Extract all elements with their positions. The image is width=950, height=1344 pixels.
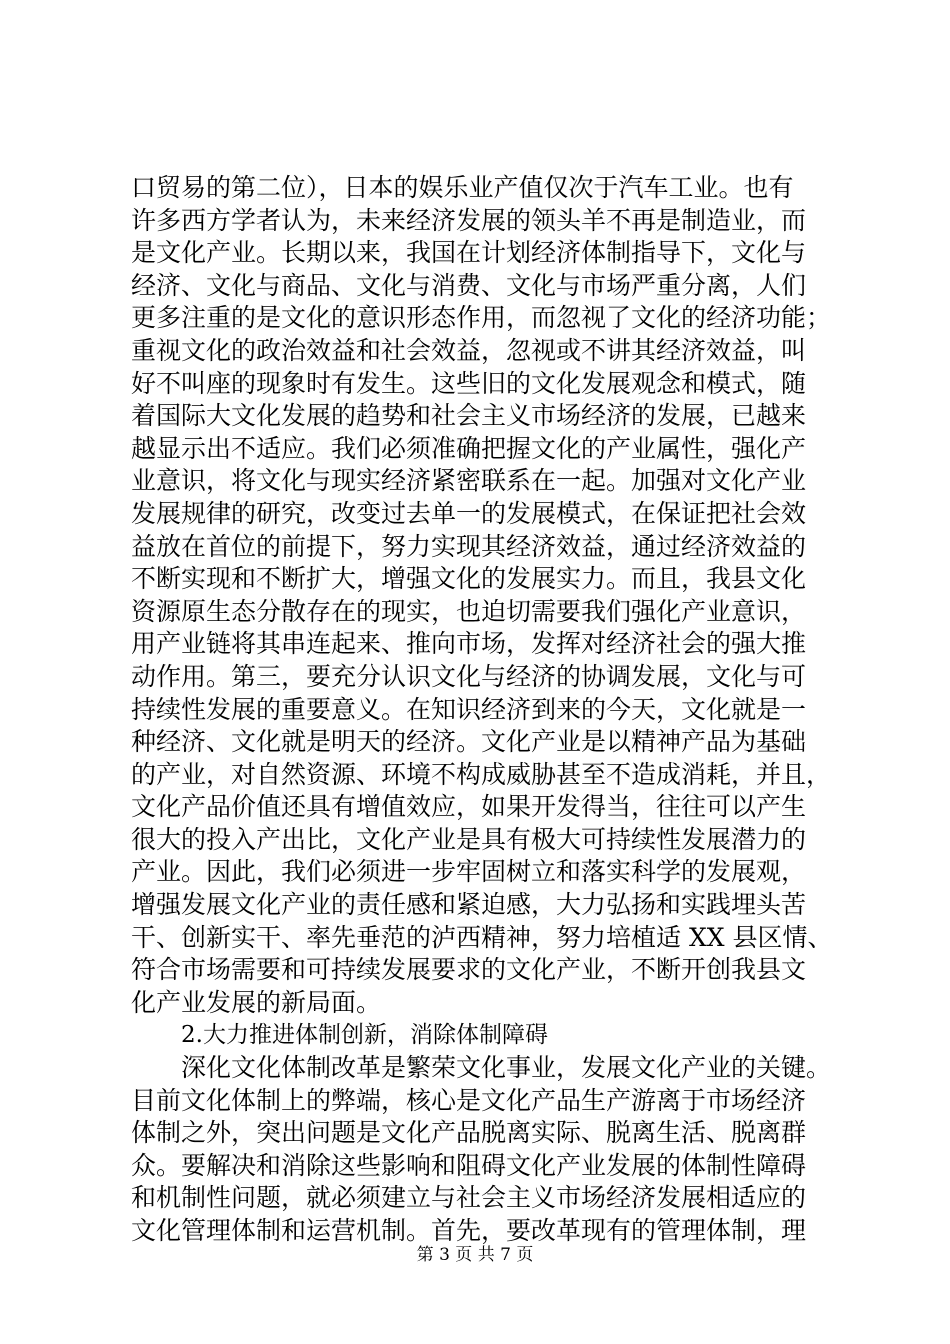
text-line: 文化管理体制和运营机制。首先，要改革现有的管理体制，理 <box>131 1216 807 1245</box>
text-line: 益放在首位的前提下，努力实现其经济效益，通过经济效益的 <box>131 531 807 561</box>
text-line: 越显示出不适应。我们必须准确把握文化的产业属性，强化产 <box>131 433 807 463</box>
text-line: 增强发展文化产业的责任感和紧迫感，大力弘扬和实践埋头苦 <box>131 890 807 920</box>
section-heading: 2.大力推进体制创新，消除体制障碍 <box>181 1022 548 1049</box>
text-line: 和机制性问题，就必须建立与社会主义市场经济发展相适应的 <box>131 1183 807 1213</box>
text-line: 发展规律的研究，改变过去单一的发展模式，在保证把社会效 <box>131 498 807 528</box>
text-line: 化产业发展的新局面。 <box>131 987 382 1017</box>
text-line: 业意识，将文化与现实经济紧密联系在一起。加强对文化产业 <box>131 466 807 496</box>
text-line: 着国际大文化发展的趋势和社会主义市场经济的发展，已越来 <box>131 401 807 431</box>
text-line: 符合市场需要和可持续发展要求的文化产业，不断开创我县文 <box>131 955 807 985</box>
text-line: 口贸易的第二位），日本的娱乐业产值仅次于汽车工业。也有 <box>131 173 794 202</box>
text-line: 重视文化的政治效益和社会效益，忽视或不讲其经济效益，叫 <box>131 335 807 365</box>
text-line: 种经济、文化就是明天的经济。文化产业是以精神产品为基础 <box>131 727 807 757</box>
text-line: 用产业链将其串连起来、推向市场，发挥对经济社会的强大推 <box>131 629 807 659</box>
text-line: 持续性发展的重要意义。在知识经济到来的今天，文化就是一 <box>131 694 807 724</box>
text-line: 不断实现和不断扩大，增强文化的发展实力。而且，我县文化 <box>131 564 807 594</box>
text-line: 干、创新实干、率先垂范的泸西精神，努力培植适 XX 县区情、 <box>131 922 833 952</box>
text-line: 更多注重的是文化的意识形态作用，而忽视了文化的经济功能； <box>131 303 832 333</box>
text-line: 深化文化体制改革是繁荣文化事业，发展文化产业的关键。 <box>181 1053 832 1083</box>
text-line: 好不叫座的现象时有发生。这些旧的文化发展观念和模式，随 <box>131 368 807 398</box>
text-line: 目前文化体制上的弊端，核心是文化产品生产游离于市场经济 <box>131 1085 807 1115</box>
text-line: 经济、文化与商品、文化与消费、文化与市场严重分离，人们 <box>131 270 807 300</box>
text-line: 体制之外，突出问题是文化产品脱离实际、脱离生活、脱离群 <box>131 1118 807 1148</box>
text-line: 产业。因此，我们必须进一步牢固树立和落实科学的发展观， <box>131 857 807 887</box>
text-line: 众。要解决和消除这些影响和阻碍文化产业发展的体制性障碍 <box>131 1150 807 1180</box>
text-line: 文化产品价值还具有增值效应，如果开发得当，往往可以产生 <box>131 792 807 822</box>
text-line: 很大的投入产出比，文化产业是具有极大可持续性发展潜力的 <box>131 824 807 854</box>
body-text <box>131 172 831 1248</box>
text-line: 许多西方学者认为，未来经济发展的领头羊不再是制造业，而 <box>131 205 807 235</box>
page-footer: 第 3 页 共 7 页 <box>416 1245 534 1265</box>
text-line: 的产业，对自然资源、环境不构成威胁甚至不造成消耗，并且， <box>131 759 832 789</box>
text-line: 资源原生态分散存在的现实，也迫切需要我们强化产业意识， <box>131 596 807 626</box>
text-line: 是文化产业。长期以来，我国在计划经济体制指导下，文化与 <box>131 238 807 268</box>
text-line: 动作用。第三，要充分认识文化与经济的协调发展，文化与可 <box>131 661 807 691</box>
